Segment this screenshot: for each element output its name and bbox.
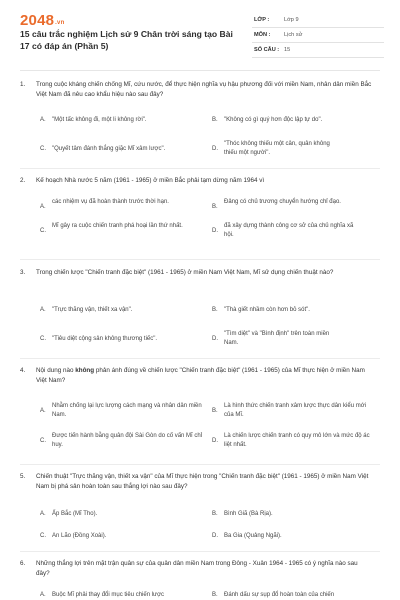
option-c[interactable] bbox=[40, 432, 208, 450]
meta-value: 15 bbox=[284, 47, 291, 53]
option-text: Bình Giã (Bà Rịa). bbox=[224, 511, 273, 517]
question-stem bbox=[20, 176, 380, 186]
question-stem bbox=[20, 80, 380, 99]
option-label: B. bbox=[212, 307, 218, 313]
option-label: D. bbox=[212, 437, 218, 444]
question-text-part: phản ánh đúng về chiến lược "Chiến tranh đặc biệt" (1961 - 1965) của Mĩ thực hiện ở miền Nam Việt Nam? bbox=[36, 367, 365, 384]
option-text: Là chiến lược chiến tranh có quy mô lớn và mức độ ác liệt nhất. bbox=[224, 433, 370, 448]
question-2 bbox=[20, 176, 380, 238]
meta-value: Lịch sử bbox=[284, 32, 303, 38]
page-title: 15 câu trắc nghiệm Lịch sử 9 Chân trời sáng tạo Bài 17 có đáp án (Phần 5) bbox=[20, 29, 233, 51]
option-text: "Một tấc không đi, một li không rời". bbox=[52, 117, 147, 123]
question-divider bbox=[20, 551, 380, 552]
question-text: Chiến thuật "Trực thăng vận, thiết xa vận" của Mĩ thực hiện trong "Chiến tranh đặc biệt" (1961 - 1965) ở miền Nam Việt Nam bị phá sản hoàn toàn sau thắng lợi nào sau đây? bbox=[36, 473, 369, 490]
option-a[interactable] bbox=[40, 591, 205, 600]
meta-key: MÔN : bbox=[254, 32, 271, 38]
option-a[interactable] bbox=[40, 116, 205, 125]
option-label: D. bbox=[212, 145, 218, 152]
question-number: 1. bbox=[20, 81, 26, 88]
header-divider bbox=[20, 70, 380, 71]
option-text: "Không có gì quý hơn độc lập tự do". bbox=[224, 117, 323, 123]
option-label: D. bbox=[212, 335, 218, 342]
option-text: An Lão (Đồng Xoài). bbox=[52, 533, 107, 539]
option-label: A. bbox=[40, 203, 46, 210]
question-text: Trong chiến lược "Chiến tranh đặc biệt" (1961 - 1965) ở miền Nam Việt Nam, Mĩ sử dụng chiến thuật nào? bbox=[36, 269, 334, 276]
option-label: D. bbox=[212, 533, 218, 539]
meta-key: LỚP : bbox=[254, 17, 270, 23]
option-text: Ấp Bắc (Mĩ Tho). bbox=[52, 511, 98, 517]
question-stem bbox=[20, 366, 380, 385]
option-label: C. bbox=[40, 533, 46, 539]
option-text: "Tiêu diệt cộng sản không thương tiếc". bbox=[52, 335, 158, 342]
meta-table bbox=[252, 13, 384, 58]
question-number: 4. bbox=[20, 367, 26, 374]
option-text: Nhằm chống lại lực lượng cách mạng và nhân dân miền Nam. bbox=[52, 403, 202, 418]
option-label: C. bbox=[40, 335, 46, 342]
question-text: Kế hoạch Nhà nước 5 năm (1961 - 1965) ở miền Bắc phải tạm dừng năm 1964 vì bbox=[36, 177, 265, 184]
logo-text: 2048 bbox=[20, 12, 55, 29]
option-b[interactable] bbox=[212, 116, 372, 125]
option-text: Ba Gia (Quảng Ngãi). bbox=[224, 533, 282, 539]
option-d[interactable] bbox=[212, 432, 370, 450]
meta-key: SỐ CÂU : bbox=[254, 47, 280, 53]
option-a[interactable] bbox=[40, 306, 205, 315]
question-stem bbox=[20, 268, 380, 278]
question-text-part: Nội dung nào bbox=[36, 367, 76, 374]
option-a[interactable] bbox=[40, 402, 208, 420]
option-b[interactable] bbox=[212, 510, 372, 519]
question-divider bbox=[20, 168, 380, 169]
question-divider bbox=[20, 259, 380, 260]
option-label: B. bbox=[212, 117, 218, 123]
meta-row-count bbox=[252, 43, 384, 58]
option-b[interactable] bbox=[212, 402, 370, 420]
option-label: C. bbox=[40, 227, 46, 234]
option-label: A. bbox=[40, 407, 46, 414]
question-6 bbox=[20, 559, 380, 598]
question-divider bbox=[20, 464, 380, 465]
meta-row-grade bbox=[252, 13, 384, 28]
meta-value: Lớp 9 bbox=[284, 17, 299, 23]
option-label: C. bbox=[40, 437, 46, 444]
question-4 bbox=[20, 366, 380, 448]
option-label: A. bbox=[40, 592, 46, 598]
option-label: A. bbox=[40, 307, 46, 313]
option-text: đã xây dựng thành công cơ sở của chủ nghĩa xã hội. bbox=[224, 223, 354, 238]
meta-row-subject bbox=[252, 28, 384, 43]
option-text: các nhiệm vụ đã hoàn thành trước thời hạn. bbox=[52, 199, 169, 205]
question-text: Những thắng lợi trên mặt trận quân sự của quân dân miền Nam trong Đông - Xuân 1964 - 1965 có ý nghĩa nào sau đây? bbox=[36, 560, 358, 577]
option-text: "Thà giết nhầm còn hơn bỏ sót". bbox=[224, 307, 310, 313]
question-text bbox=[20, 366, 380, 385]
option-c[interactable] bbox=[40, 222, 200, 234]
option-label: A. bbox=[40, 511, 46, 517]
question-divider bbox=[20, 358, 380, 359]
option-label: B. bbox=[212, 511, 218, 517]
option-d[interactable] bbox=[212, 140, 340, 158]
option-text: "Thóc không thiếu một cân, quân không thiếu một người". bbox=[224, 141, 330, 156]
option-text: Đánh dấu sự sụp đổ hoàn toàn của chiến bbox=[224, 592, 335, 598]
option-d[interactable] bbox=[212, 330, 342, 348]
option-c[interactable] bbox=[40, 330, 210, 344]
question-stem bbox=[20, 559, 380, 578]
question-number: 2. bbox=[20, 177, 26, 184]
question-text: Trong cuộc kháng chiến chống Mĩ, cứu nước, để thực hiện nghĩa vụ hậu phương đối với miền Nam, nhân dân miền Bắc Việt Nam đã nêu cao khẩu hiệu nào sau đây? bbox=[36, 81, 372, 98]
option-text: "Quyết tâm đánh thắng giặc Mĩ xâm lược". bbox=[52, 145, 166, 152]
option-b[interactable] bbox=[212, 198, 358, 210]
option-text: "Tìm diệt" và "Bình định" trên toàn miền Nam. bbox=[224, 331, 330, 346]
page-header bbox=[0, 0, 400, 66]
option-b[interactable] bbox=[212, 306, 372, 315]
question-number: 5. bbox=[20, 473, 26, 480]
option-text: Được tiến hành bằng quân đội Sài Gòn do cố vấn Mĩ chỉ huy. bbox=[52, 433, 203, 448]
question-number: 3. bbox=[20, 269, 26, 276]
question-number: 6. bbox=[20, 560, 26, 567]
question-text-emphasis: không bbox=[75, 367, 95, 374]
option-text: Buộc Mĩ phải thay đổi mục tiêu chiến lược bbox=[52, 592, 165, 598]
option-label: A. bbox=[40, 117, 46, 123]
option-label: B. bbox=[212, 592, 218, 598]
option-d[interactable] bbox=[212, 222, 362, 240]
logo-suffix: .vn bbox=[55, 20, 65, 26]
option-label: B. bbox=[212, 407, 218, 414]
question-1 bbox=[20, 80, 380, 156]
option-b[interactable] bbox=[212, 591, 387, 600]
option-c[interactable] bbox=[40, 140, 210, 154]
option-label: B. bbox=[212, 203, 218, 210]
option-text: Là hình thức chiến tranh xâm lược thực dân kiểu mới của Mĩ. bbox=[224, 403, 366, 418]
option-a[interactable] bbox=[40, 198, 200, 210]
option-text: Đảng có chủ trương chuyển hướng chỉ đạo. bbox=[224, 199, 341, 205]
option-a[interactable] bbox=[40, 510, 205, 519]
question-5 bbox=[20, 472, 380, 539]
option-text: Mĩ gây ra cuộc chiến tranh phá hoại lần thứ nhất. bbox=[52, 223, 183, 229]
option-text: "Trực thăng vận, thiết xa vận". bbox=[52, 307, 133, 313]
site-logo[interactable] bbox=[20, 12, 64, 29]
option-c[interactable] bbox=[40, 532, 205, 541]
question-stem bbox=[20, 472, 380, 491]
option-d[interactable] bbox=[212, 532, 372, 541]
question-3 bbox=[20, 268, 380, 346]
option-label: D. bbox=[212, 227, 218, 234]
option-label: C. bbox=[40, 145, 46, 152]
